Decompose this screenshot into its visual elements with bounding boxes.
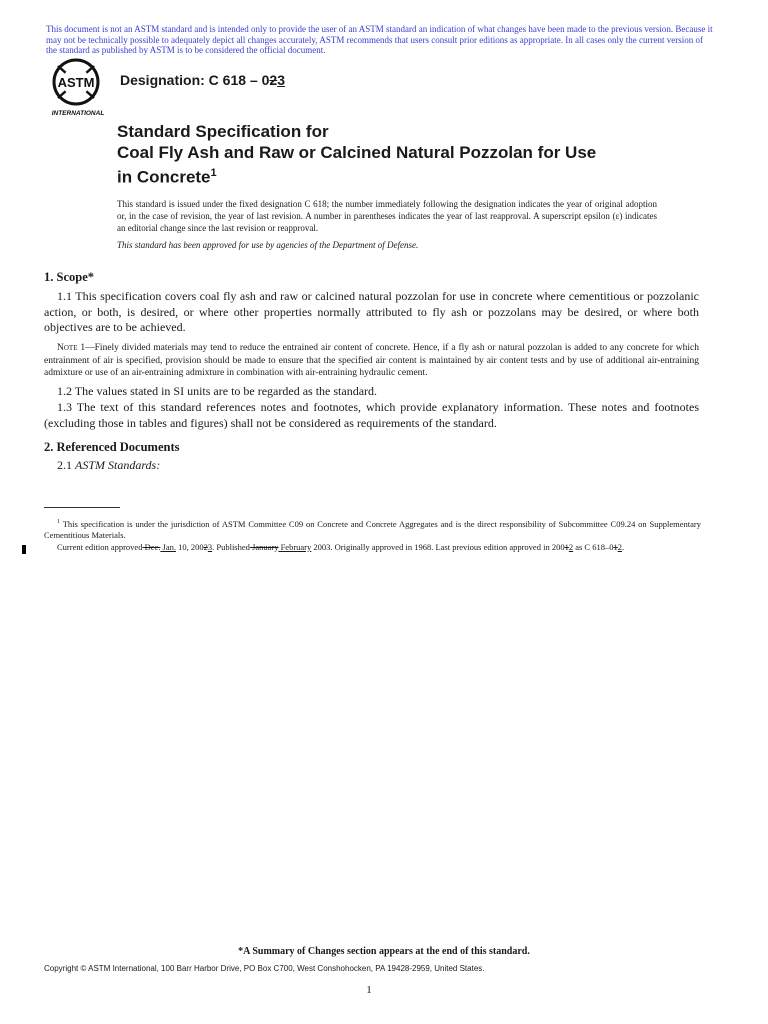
section-2-heading: 2. Referenced Documents — [44, 440, 180, 454]
summary-of-changes-note: *A Summary of Changes section appears at the end of this standard. — [238, 946, 530, 957]
svg-text:ASTM: ASTM — [57, 75, 95, 90]
paragraph-1-1: 1.1 This specification covers coal fly ash and raw or calcined natural pozzolan for use in concrete where cementitious or pozzolanic action, or both, is desired, or where other properties normally attributed to fly ash or pozzolans may be desired, or where both objectives are to be achieved. — [44, 289, 699, 334]
paragraph-1-2: 1.2 The values stated in SI units are to be regarded as the standard. — [57, 384, 378, 398]
redline-notice: This document is not an ASTM standard and is intended only to provide the user of an ASTM standard an indication of what changes have been made to the previous version. Because it may not be technically possible to adequately depict all changes accurately, ASTM recommends that users consult prior editions as appropriate. In all cases only the current version of the standard as published by ASTM is to be considered the official document. — [46, 24, 713, 55]
designation: Designation: C 618 – 023 — [120, 72, 285, 88]
copyright-line: Copyright © ASTM International, 100 Barr Harbor Drive, PO Box C700, West Conshohocken, PA 19428-2959, United States. — [44, 964, 485, 973]
astm-logo — [44, 56, 112, 118]
change-bar — [22, 545, 26, 554]
approval-statement: This standard has been approved for use by agencies of the Department of Defense. — [117, 240, 419, 250]
designation-inserted: 3 — [277, 72, 285, 88]
footnote-divider — [44, 507, 120, 508]
issued-statement: This standard is issued under the fixed designation C 618; the number immediately following the designation indicates the year of original adoption or, in the case of revision, the year of last revision. A number in parentheses indicates the year of last reapproval. A superscript epsilon (ε) indicates an editorial change since the last revision or reapproval. — [117, 199, 657, 233]
section-1-heading: 1. Scope* — [44, 270, 94, 284]
svg-text:INTERNATIONAL: INTERNATIONAL — [51, 110, 105, 117]
note-1: Note 1—Finely divided materials may tend to reduce the entrained air content of concrete. Hence, if a fly ash or natural pozzolan is added to any concrete for which entrainment of air is specified, provision should be made to ensure that the specified air content is maintained by air content tests and by use of additional air-entraining admixture or use of an air-entraining admixture in combination with air-entraining hydraulic cement. — [44, 343, 699, 378]
document-title: Standard Specification for Coal Fly Ash and Raw or Calcined Natural Pozzolan for Use in Concrete$^1$ — [117, 122, 597, 187]
page-number: 1 — [366, 984, 372, 996]
paragraph-2-1: 2.1 ASTM Standards: — [57, 458, 161, 472]
paragraph-1-3: 1.3 The text of this standard references notes and footnotes, which provide explanatory information. These notes and footnotes (excluding those in tables and figures) shall not be considered as requirements of the standard. — [44, 400, 699, 430]
footnote-1: $^1$ This specification is under the jurisdiction of ASTM Committee C09 on Concrete and Concrete Aggregates and is the direct responsibility of Subcommittee C09.24 on Supplementary Cementitious Materials. Current edition approved Dec. Jan. 10, 20023. Published January February 2003. Originally approved in 1968. Last previous edition approved in 20012 as C 618–012. — [44, 518, 701, 552]
designation-deleted: 2 — [269, 72, 278, 88]
